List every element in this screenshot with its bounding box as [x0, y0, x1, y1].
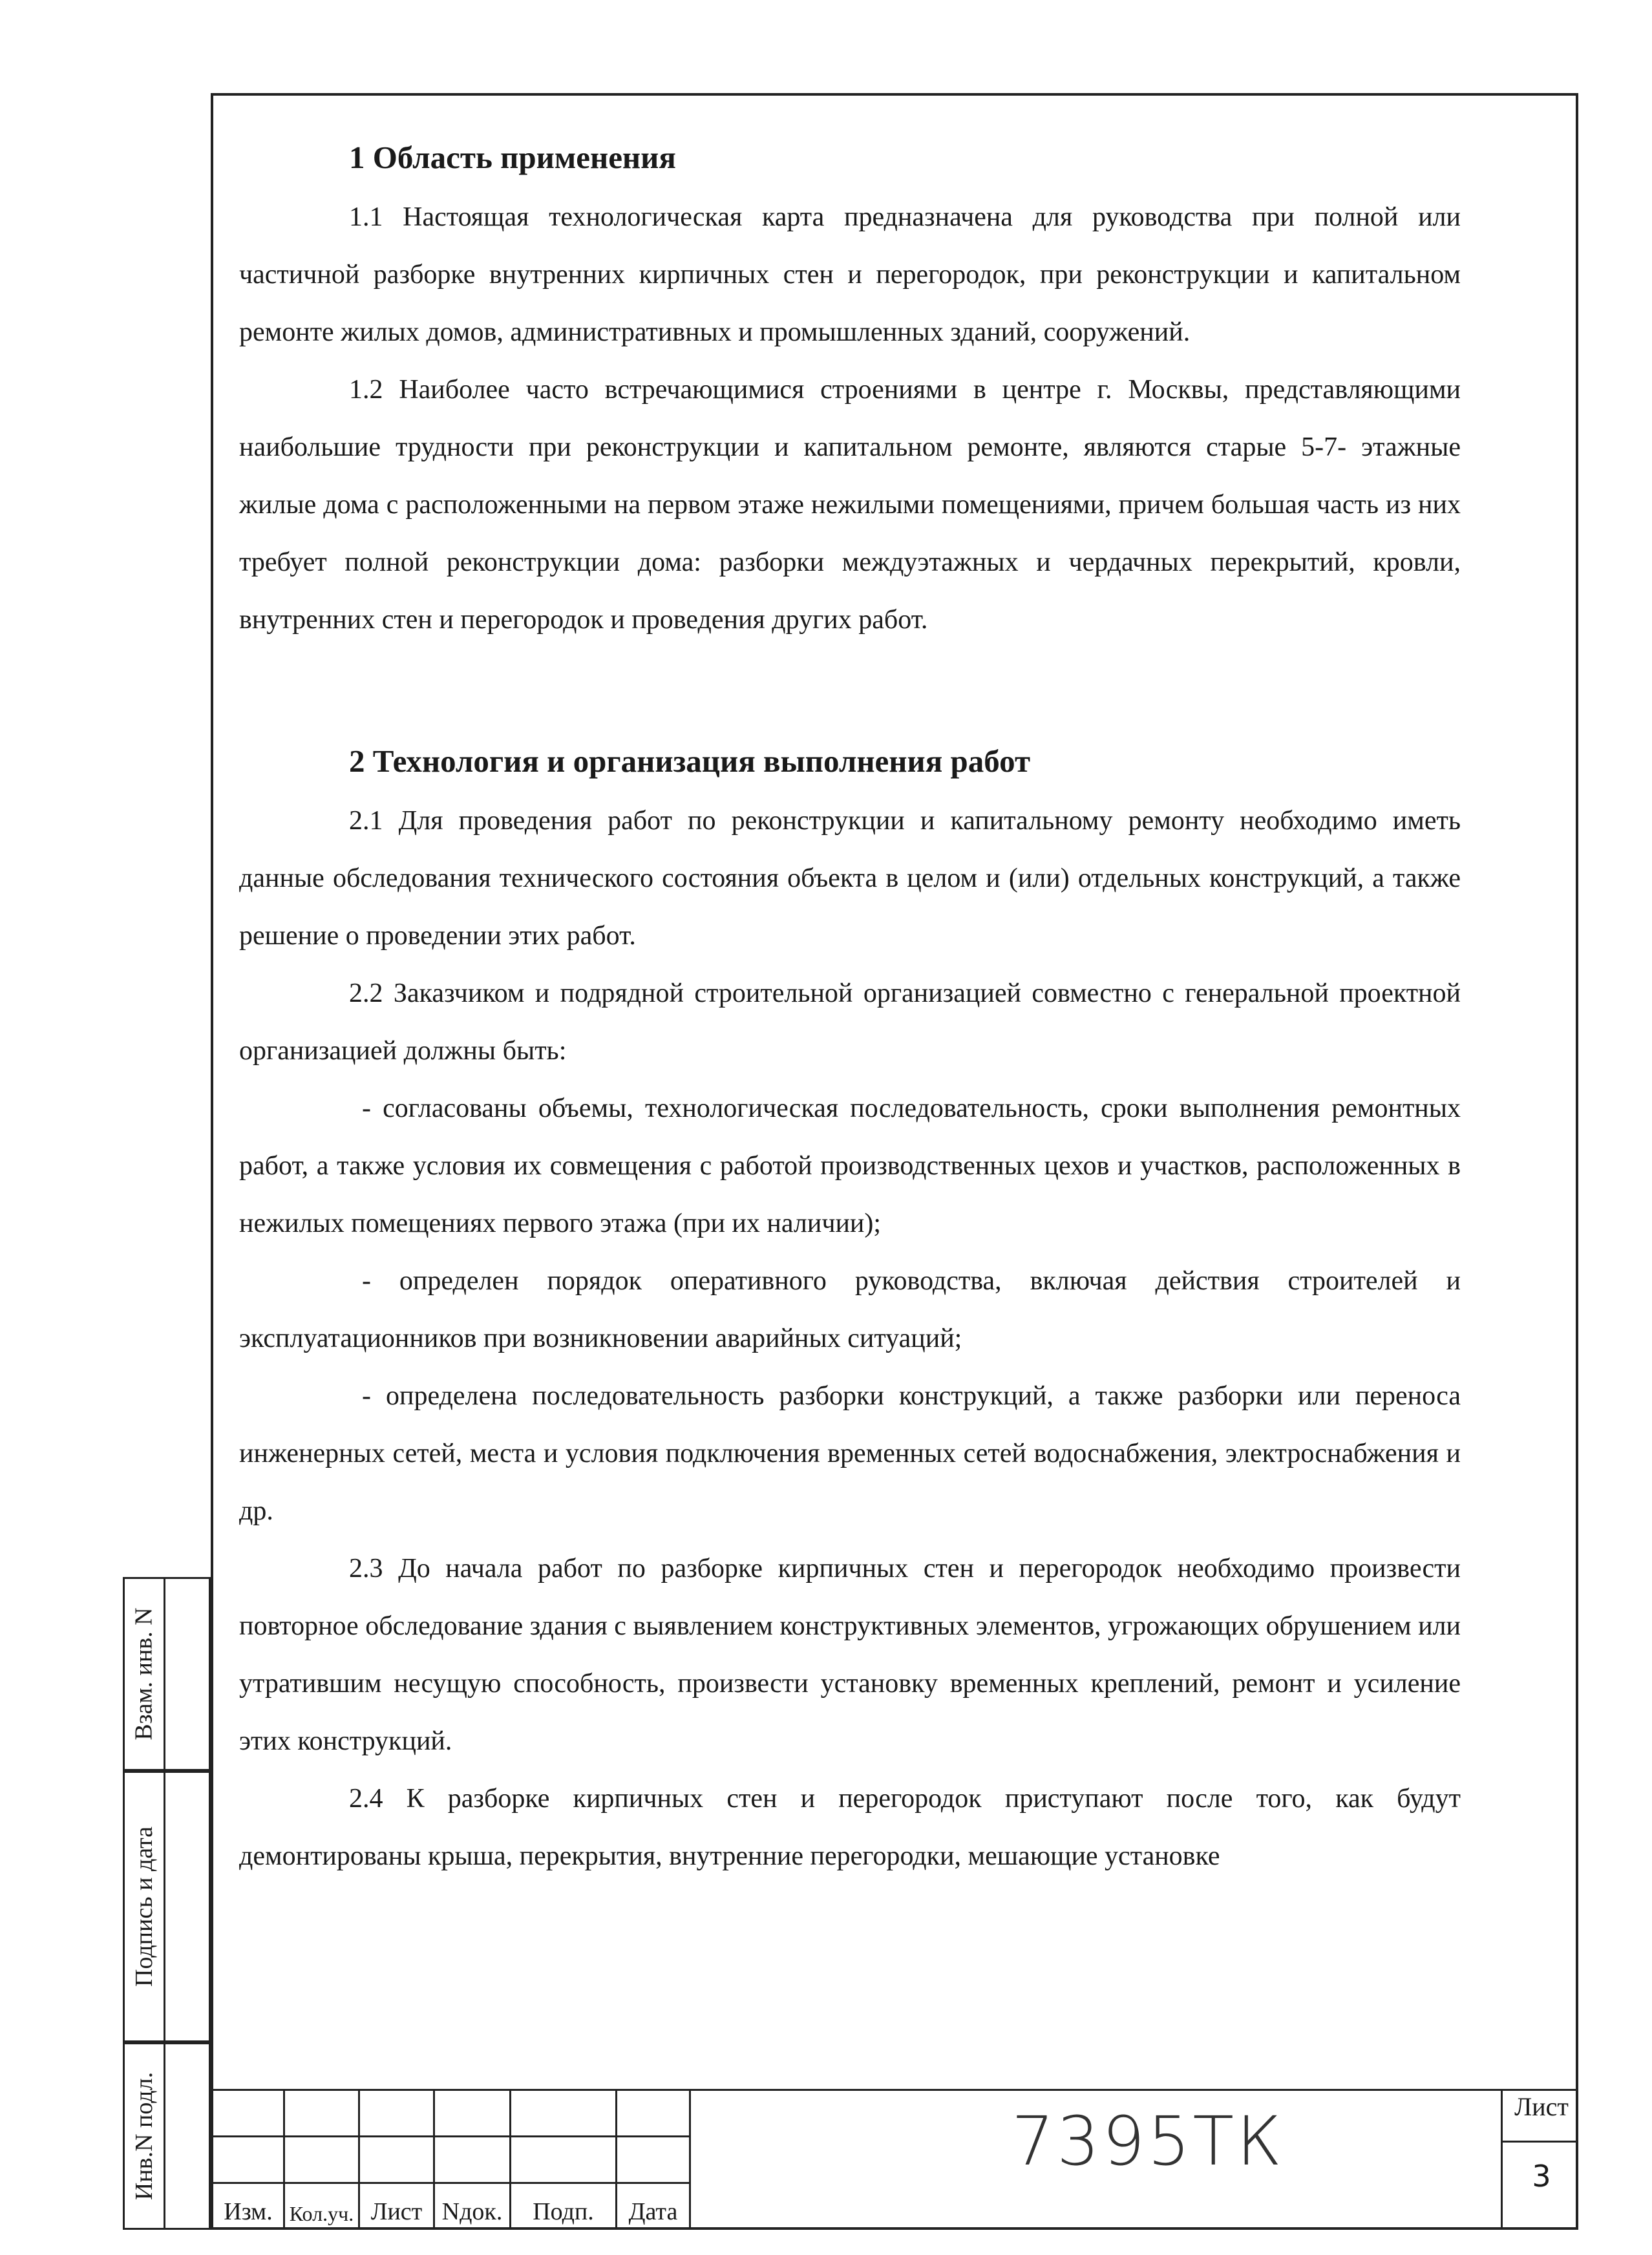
label-inventory-original: Инв.N подл. — [131, 2071, 158, 2201]
col-podp: Подп. — [533, 2198, 594, 2225]
tb-line — [211, 2089, 1578, 2091]
section-2-heading: 2 Технология и организация выполнения работ — [349, 743, 1031, 779]
tb-line — [1501, 2141, 1578, 2143]
side-stamp-replacement — [123, 1577, 211, 1771]
paragraph-1-1: 1.1 Настоящая технологическая карта предназначена для руководства при полной или частичной разборке внутренних кирпичных стен и перегородок, при реконструкции и капитальном ремонте жилых домов, административных и промышленных зданий, сооружений. — [239, 202, 1461, 347]
col-koluch: Кол.уч. — [289, 2202, 354, 2225]
label-signature-date: Подпись и дата — [131, 1826, 158, 1987]
title-block — [211, 2089, 1578, 2230]
col-data: Дата — [628, 2198, 678, 2225]
list-item-management: - определен порядок оперативного руководства, включая действия строителей и эксплуатационников при возникновении аварийных ситуаций; — [239, 1266, 1461, 1353]
label-replacement-inv: Взам. инв. N — [131, 1607, 158, 1741]
list-item-sequence: - определена последовательность разборки конструкций, а также разборки или переноса инженерных сетей, места и условия подключения временных сетей водоснабжения, электроснабжения и др. — [239, 1381, 1461, 1526]
sheet-label: Лист — [1514, 2092, 1569, 2121]
sheet-number: 3 — [1532, 2159, 1551, 2194]
list-item-approved: - согласованы объемы, технологическая последовательность, сроки выполнения ремонтных работ, а также условия их совмещения с работой производственных цехов и участков, расположенных в нежилых помещениях первого этажа (при их наличии); — [239, 1094, 1461, 1238]
side-stamp-signature — [123, 1771, 211, 2042]
tb-line — [211, 2135, 689, 2137]
side-stamp-inventory — [123, 2042, 211, 2230]
paragraph-2-4: 2.4 К разборке кирпичных стен и перегородок приступают после того, как будут демонтированы крыша, перекрытия, внутренние перегородки, мешающие установке — [239, 1784, 1461, 1871]
paragraph-1-2: 1.2 Наиболее часто встречающимися строениями в центре г. Москвы, представляющими наибольшие трудности при реконструкции и капитальном ремонте, являются старые 5-7- этажные жилые дома с расположенными на первом этаже нежилыми помещениями, причем большая часть из них требует полной реконструкции дома: разборки междуэтажных и чердачных перекрытий, кровли, внутренних стен и перегородок и проведения других работ. — [239, 375, 1461, 635]
paragraph-2-1: 2.1 Для проведения работ по реконструкции и капитальному ремонту необходимо иметь данные обследования технического состояния объекта в целом и (или) отдельных конструкций, а также решение о проведении этих работ. — [239, 806, 1461, 951]
paragraph-2-2: 2.2 Заказчиком и подрядной строительной организацией совместно с генеральной проектной организацией должны быть: — [239, 979, 1461, 1066]
tb-line — [1501, 2089, 1503, 2230]
tb-line — [211, 2182, 689, 2184]
document-code: 7395ТК — [1011, 2102, 1285, 2181]
col-list: Лист — [370, 2198, 423, 2225]
paragraph-2-3: 2.3 До начала работ по разборке кирпичных стен и перегородок необходимо произвести повторное обследование здания с выявлением конструктивных элементов, угрожающих обрушением или утратившим несущую способность, произвести установку временных креплений, ремонт и усиление этих конструкций. — [239, 1554, 1461, 1756]
document-body — [239, 136, 1461, 1885]
col-izm: Изм. — [224, 2198, 273, 2225]
tb-line — [689, 2089, 691, 2230]
col-ndok: Nдок. — [441, 2198, 503, 2225]
section-1-heading: 1 Область применения — [349, 140, 676, 175]
